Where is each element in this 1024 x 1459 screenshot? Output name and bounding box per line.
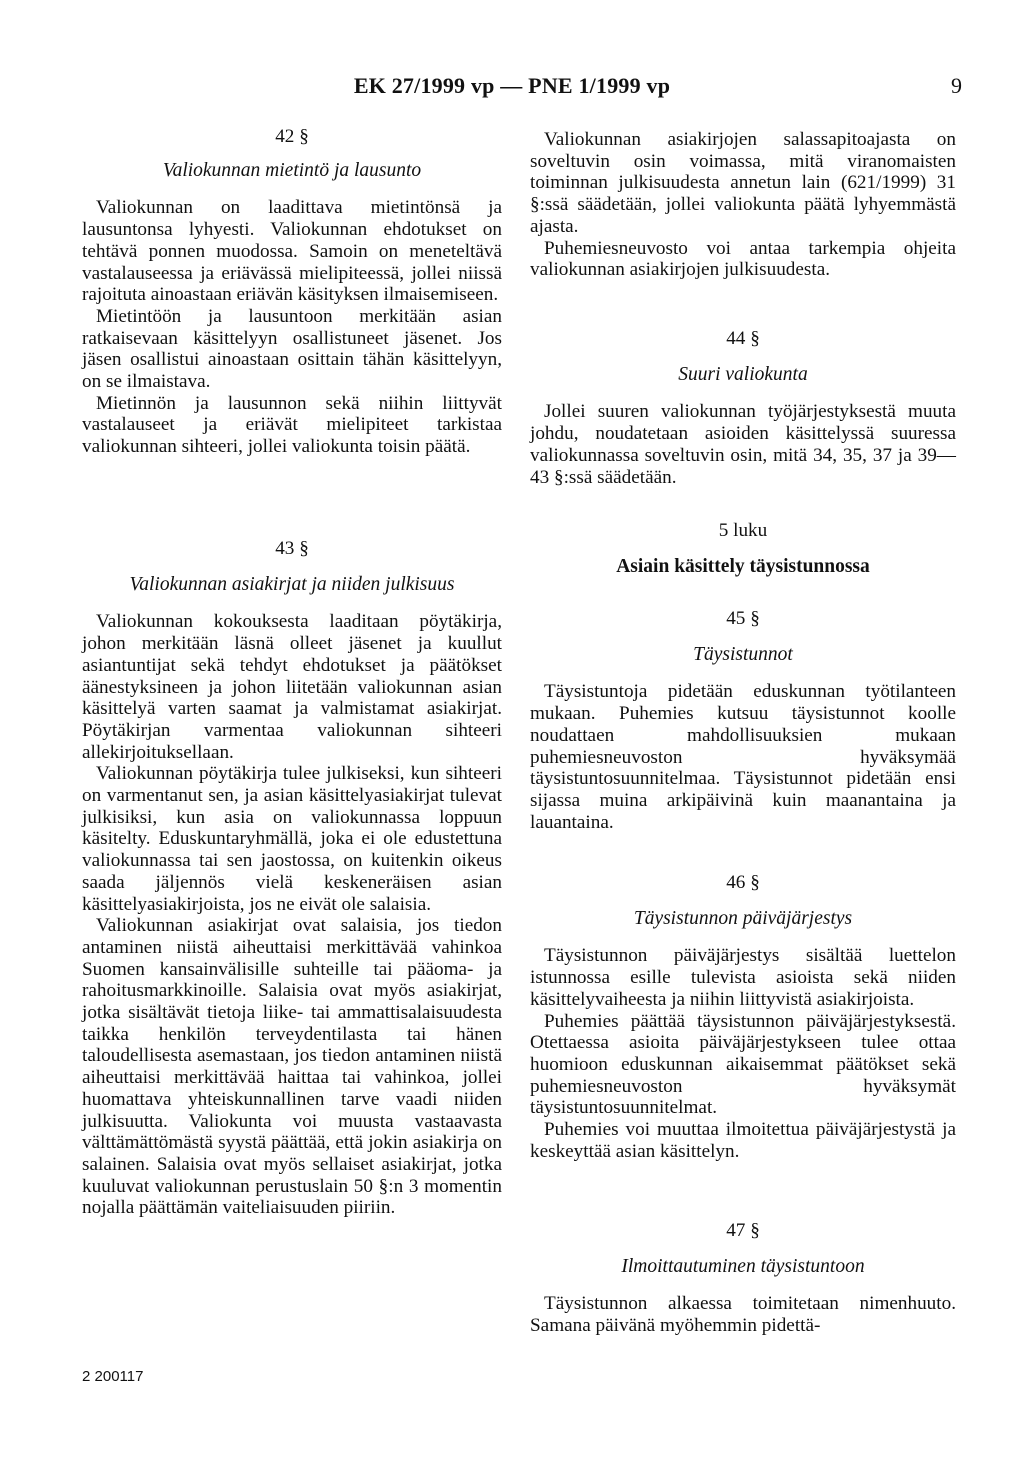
section-47 [530, 1220, 956, 1337]
chapter-5 [530, 520, 956, 577]
paragraph: Täysistunnon päiväjärjestys sisältää luettelon istunnossa esille tulevista asioista sekä niiden käsittelyvaiheesta ja niihin liittyvistä asiakirjoista. [530, 945, 956, 1010]
page-number: 9 [951, 73, 962, 98]
paragraph: Puhemies voi muuttaa ilmoitettua päiväjärjestystä ja keskeyttää asian käsittelyn. [530, 1119, 956, 1162]
section-number: 43 § [275, 538, 309, 559]
section-number: 47 § [726, 1220, 760, 1241]
section-number: 46 § [726, 872, 760, 893]
paragraph: Mietintöön ja lausuntoon merkitään asian ratkaisevaan käsittelyyn osallistuneet jäsenet. Jos jäsen osallistui ainoastaan osittain tähän käsittelyyn, on se ilmaistava. [82, 305, 502, 393]
running-title: EK 27/1999 vp — PNE 1/1999 vp [353, 73, 671, 98]
paragraph: Puhemiesneuvosto voi antaa tarkempia ohjeita valiokunnan asiakirjojen julkisuudesta. [530, 237, 956, 281]
page-header [0, 73, 1024, 103]
section-title: Suuri valiokunta [678, 363, 808, 385]
section-title: Ilmoittautuminen täysistuntoon [621, 1255, 865, 1277]
section-title: Valiokunnan asiakirjat ja niiden julkisuus [129, 573, 455, 595]
paragraph: Jollei suuren valiokunnan työjärjestyksestä muuta johdu, noudatetaan asioiden käsittelyssä suuressa valiokunnassa soveltuvin osin, mitä 34, 35, 37 ja 39—43 §:ssä säädetään. [530, 401, 956, 488]
section-title: Valiokunnan mietintö ja lausunto [162, 159, 422, 181]
paragraph: Täysistuntoja pidetään eduskunnan työtilanteen mukaan. Puhemies kutsuu täysistunnot koolle noudattaen mahdollisuuksien mukaan puhemiesneuvoston hyväksymää täysistuntosuunnitelmaa. Täysistunnot pidetään ensi sijassa muina arkipäivinä kuin maanantaina ja lauantaina. [530, 681, 956, 833]
section-46 [530, 872, 956, 1162]
section-title: Täysistunnon päiväjärjestys [633, 907, 853, 929]
paragraph: Valiokunnan kokouksesta laaditaan pöytäkirja, johon merkitään läsnä olleet jäsenet ja kuullut asiantuntijat sekä tehdyt ehdotukset ja päätökset äänestyksineen ja johon liitetään valiokunnan asian käsittelyä varten saamat ja valmistamat asiakirjat. Pöytäkirjan varmentaa valiokunnan sihteeri allekirjoituksellaan. [82, 611, 502, 763]
paragraph: Valiokunnan on laadittava mietintönsä ja lausuntonsa lyhyesti. Valiokunnan ehdotukset on tehtävä ponnen muodossa. Samoin on meneteltävä vastalauseessa ja eriävässä mielipiteessä, jollei niissä rajoituta ainoastaan eriävän käsityksen ilmaisemiseen. [82, 197, 502, 306]
paragraph: Valiokunnan pöytäkirja tulee julkiseksi, kun sihteeri on varmentanut sen, ja asian käsittelyasiakirjat tulevat julkisiksi, kun asia on valiokunnassa loppuun käsitelty. Eduskuntaryhmällä, joka ei ole edustettuna valiokunnassa tai sen jaostossa, on kuitenkin oikeus saada jäljennös vielä keskeneräisen asian käsittelyasiakirjoista, jos ne eivät ole salaisia. [82, 763, 502, 915]
section-43-continued [530, 129, 956, 281]
section-44 [530, 328, 956, 488]
paragraph: Puhemies päättää täysistunnon päiväjärjestyksestä. Otettaessa asioita päiväjärjestykseen tulee ottaa huomioon eduskunnan aikaisemmat päätökset sekä puhemiesneuvoston hyväksymät täysistuntosuunnitelmat. [530, 1010, 956, 1119]
print-code: 2 200117 [82, 1368, 144, 1385]
paragraph: Valiokunnan asiakirjat ovat salaisia, jos tiedon antaminen niistä aiheuttaisi merkittävää vahinkoa Suomen kansainvälisille suhteille tai pääoma- ja rahoitusmarkkinoille. Salaisia ovat myös asiakirjat, jotka sisältävät tietoja liike- tai ammattisalaisuudesta taikka henkilön terveydentilasta tai hänen taloudellisesta asemastaan, jos tiedon antaminen niistä aiheuttaisi merkittävää haittaa tai vahinkoa, jollei huomattava yhteiskunnallinen tarve vaadi niiden julkisuutta. Valiokunta voi muusta vastaavasta välttämättömästä syystä päättää, että jokin asiakirja on salainen. Salaisia ovat myös sellaiset asiakirjat, jotka kuuluvat valiokunnan perustuslain 50 §:n 3 momentin nojalla päättämän vaiteliaisuuden piiriin. [82, 915, 502, 1219]
paragraph: Mietinnön ja lausunnon sekä niihin liittyvät vastalauseet ja eriävät mielipiteet tarkistaa valiokunnan sihteeri, jollei valiokunta toisin päätä. [82, 392, 502, 458]
paragraph: Valiokunnan asiakirjojen salassapitoajasta on soveltuvin osin voimassa, mitä viranomaisten toiminnan julkisuudesta annetun lain (621/1999) 31 §:ssä säädetään, jollei valiokunta päätä lyhyemmästä ajasta. [530, 129, 956, 237]
section-45 [530, 608, 956, 833]
section-42 [82, 126, 502, 458]
section-number: 44 § [726, 328, 760, 349]
paragraph: Täysistunnon alkaessa toimitetaan nimenhuuto. Samana päivänä myöhemmin pidettä- [530, 1293, 956, 1337]
section-43 [82, 538, 502, 1219]
section-title: Täysistunnot [693, 643, 793, 665]
chapter-number: 5 luku [718, 520, 768, 541]
chapter-title: Asiain käsittely täysistunnossa [616, 555, 870, 577]
section-number: 45 § [726, 608, 760, 629]
section-number: 42 § [275, 126, 309, 147]
